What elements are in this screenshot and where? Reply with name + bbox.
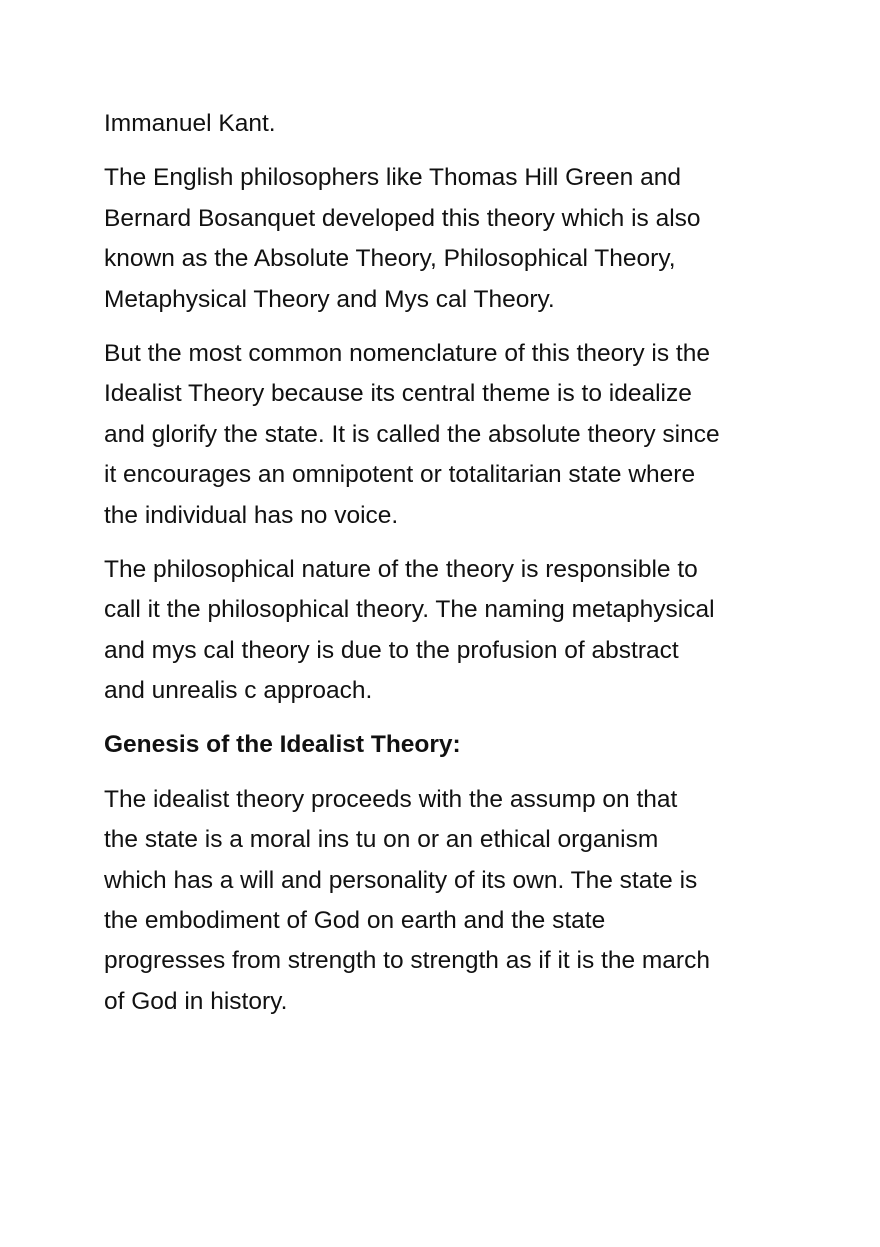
text-line: Immanuel Kant. <box>104 110 276 137</box>
text-line: But the most common nomenclature of this theory is the <box>104 339 710 367</box>
text-line: and glorify the state. It is called the absolute theory since <box>104 420 720 448</box>
text-line: which has a will and personality of its own. The state is <box>104 866 698 894</box>
paragraph-intro <box>104 104 804 144</box>
heading-text: Genesis of the Idealist Theory: <box>104 731 461 759</box>
text-line: Bernard Bosanquet developed this theory which is also <box>104 204 701 232</box>
document-page <box>104 104 804 1022</box>
section-heading <box>104 725 804 765</box>
paragraph-english-philosophers <box>104 158 804 320</box>
text-line: The English philosophers like Thomas Hill Green and <box>104 164 681 192</box>
text-line: call it the philosophical theory. The naming metaphysical <box>104 596 715 624</box>
text-line: the individual has no voice. <box>104 501 399 529</box>
text-line: it encourages an omnipotent or totalitarian state where <box>104 461 696 489</box>
paragraph-nomenclature <box>104 334 804 536</box>
text-line: and unrealis c approach. <box>104 677 373 705</box>
text-line: progresses from strength to strength as if it is the march <box>104 947 710 975</box>
text-line: known as the Absolute Theory, Philosophical Theory, <box>104 245 676 273</box>
text-line: Metaphysical Theory and Mys cal Theory. <box>104 285 555 313</box>
paragraph-philosophical-nature <box>104 550 804 712</box>
text-line: Idealist Theory because its central theme is to idealize <box>104 380 692 408</box>
text-line: and mys cal theory is due to the profusion of abstract <box>104 636 679 664</box>
text-line: the state is a moral ins tu on or an ethical organism <box>104 826 659 854</box>
text-line: The philosophical nature of the theory is responsible to <box>104 555 698 583</box>
text-line: The idealist theory proceeds with the assump on that <box>104 785 678 813</box>
text-line: of God in history. <box>104 987 288 1015</box>
paragraph-genesis <box>104 780 804 1022</box>
text-line: the embodiment of God on earth and the state <box>104 907 606 935</box>
